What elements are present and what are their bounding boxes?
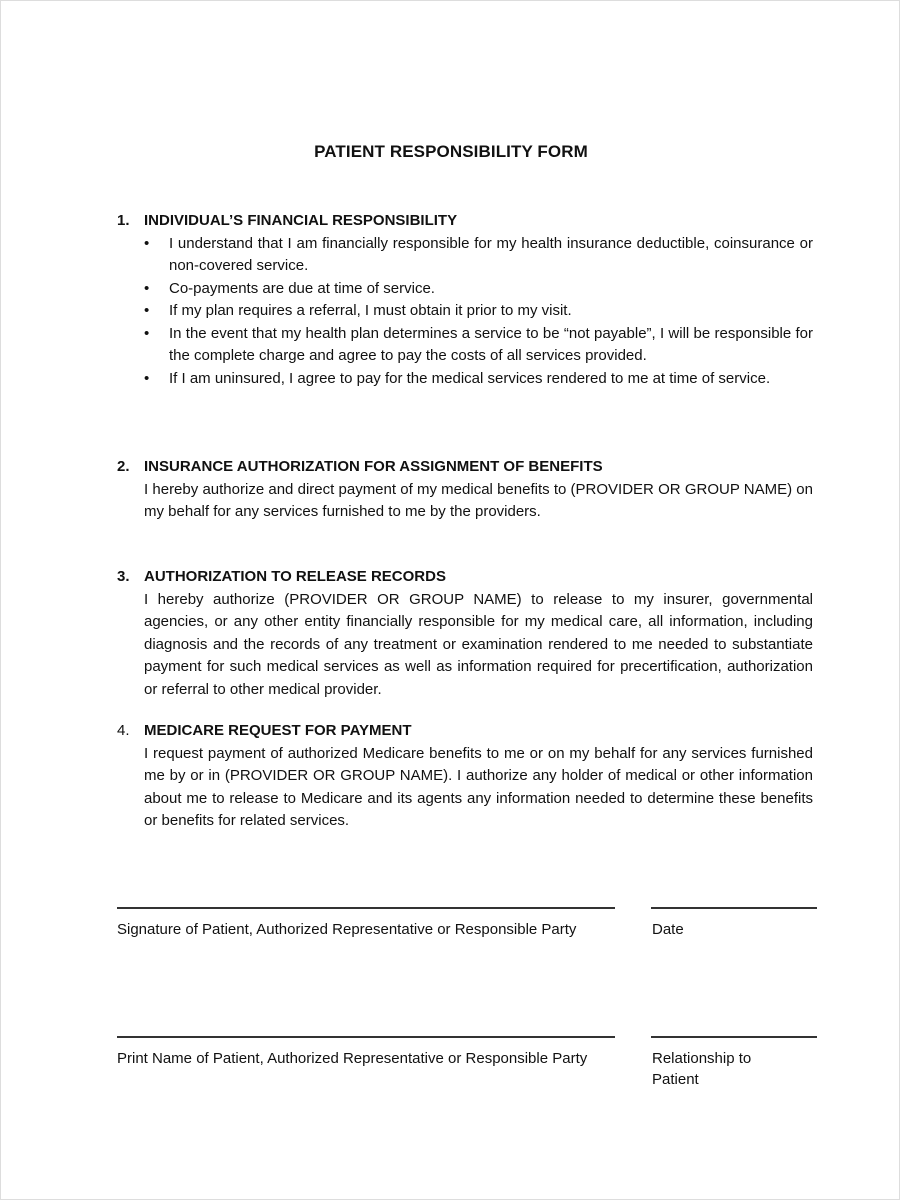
section-medicare-request [117,720,813,833]
section-insurance-authorization [117,456,813,524]
list-item: • If my plan requires a referral, I must obtain it prior to my visit. [169,300,813,323]
section-financial-responsibility [117,210,813,390]
date-line[interactable] [651,907,817,909]
form-title: PATIENT RESPONSIBILITY FORM [314,142,588,161]
section-heading: MEDICARE REQUEST FOR PAYMENT [144,722,412,739]
signature-line[interactable] [117,907,615,909]
list-item: • I understand that I am financially responsible for my health insurance deductible, coinsurance or non-covered service. [169,233,813,278]
relationship-label-line2: Patient [652,1071,699,1088]
section-number: 1. [117,212,130,229]
list-item: • If I am uninsured, I agree to pay for the medical services rendered to me at time of service. [169,368,813,391]
section-body: I hereby authorize and direct payment of my medical benefits to (PROVIDER OR GROUP NAME) on my behalf for any services furnished to me by the providers. [144,480,813,520]
signature-label: Signature of Patient, Authorized Representative or Responsible Party [117,921,577,938]
section-number: 3. [117,568,130,585]
relationship-label-line1: Relationship to [652,1050,752,1067]
section-heading: INSURANCE AUTHORIZATION FOR ASSIGNMENT OF BENEFITS [144,458,603,475]
section-heading: INDIVIDUAL’S FINANCIAL RESPONSIBILITY [144,212,458,229]
section-number: 4. [117,722,130,739]
section-number: 2. [117,458,130,475]
section-heading: AUTHORIZATION TO RELEASE RECORDS [144,568,446,585]
print-name-line[interactable] [117,1036,615,1038]
relationship-label [652,1048,751,1090]
section-body: I request payment of authorized Medicare benefits to me or on my behalf for any services furnished me by or in (PROVIDER OR GROUP NAME). I authorize any holder of medical or other information about me to release to Medicare and its agents any information needed to determine these benefits or benefits for related services. [144,744,813,829]
list-item: • In the event that my health plan determines a service to be “not payable”, I will be responsible for the complete charge and agree to pay the costs of all services provided. [169,323,813,368]
section-body: I hereby authorize (PROVIDER OR GROUP NAME) to release to my insurer, governmental agencies, or any other entity financially responsible for my medical care, all information, including diagnosis and the records of any treatment or examination rendered to me needed to substantiate payment for such medical services as well as information required for precertification, authorization or referral to other medical provider. [144,590,813,698]
list-item: • Co-payments are due at time of service. [169,278,813,301]
responsibility-bullet-list [117,233,813,391]
section-release-records [117,566,813,701]
relationship-line[interactable] [651,1036,817,1038]
print-name-label: Print Name of Patient, Authorized Representative or Responsible Party [117,1050,588,1067]
date-label: Date [652,921,684,938]
